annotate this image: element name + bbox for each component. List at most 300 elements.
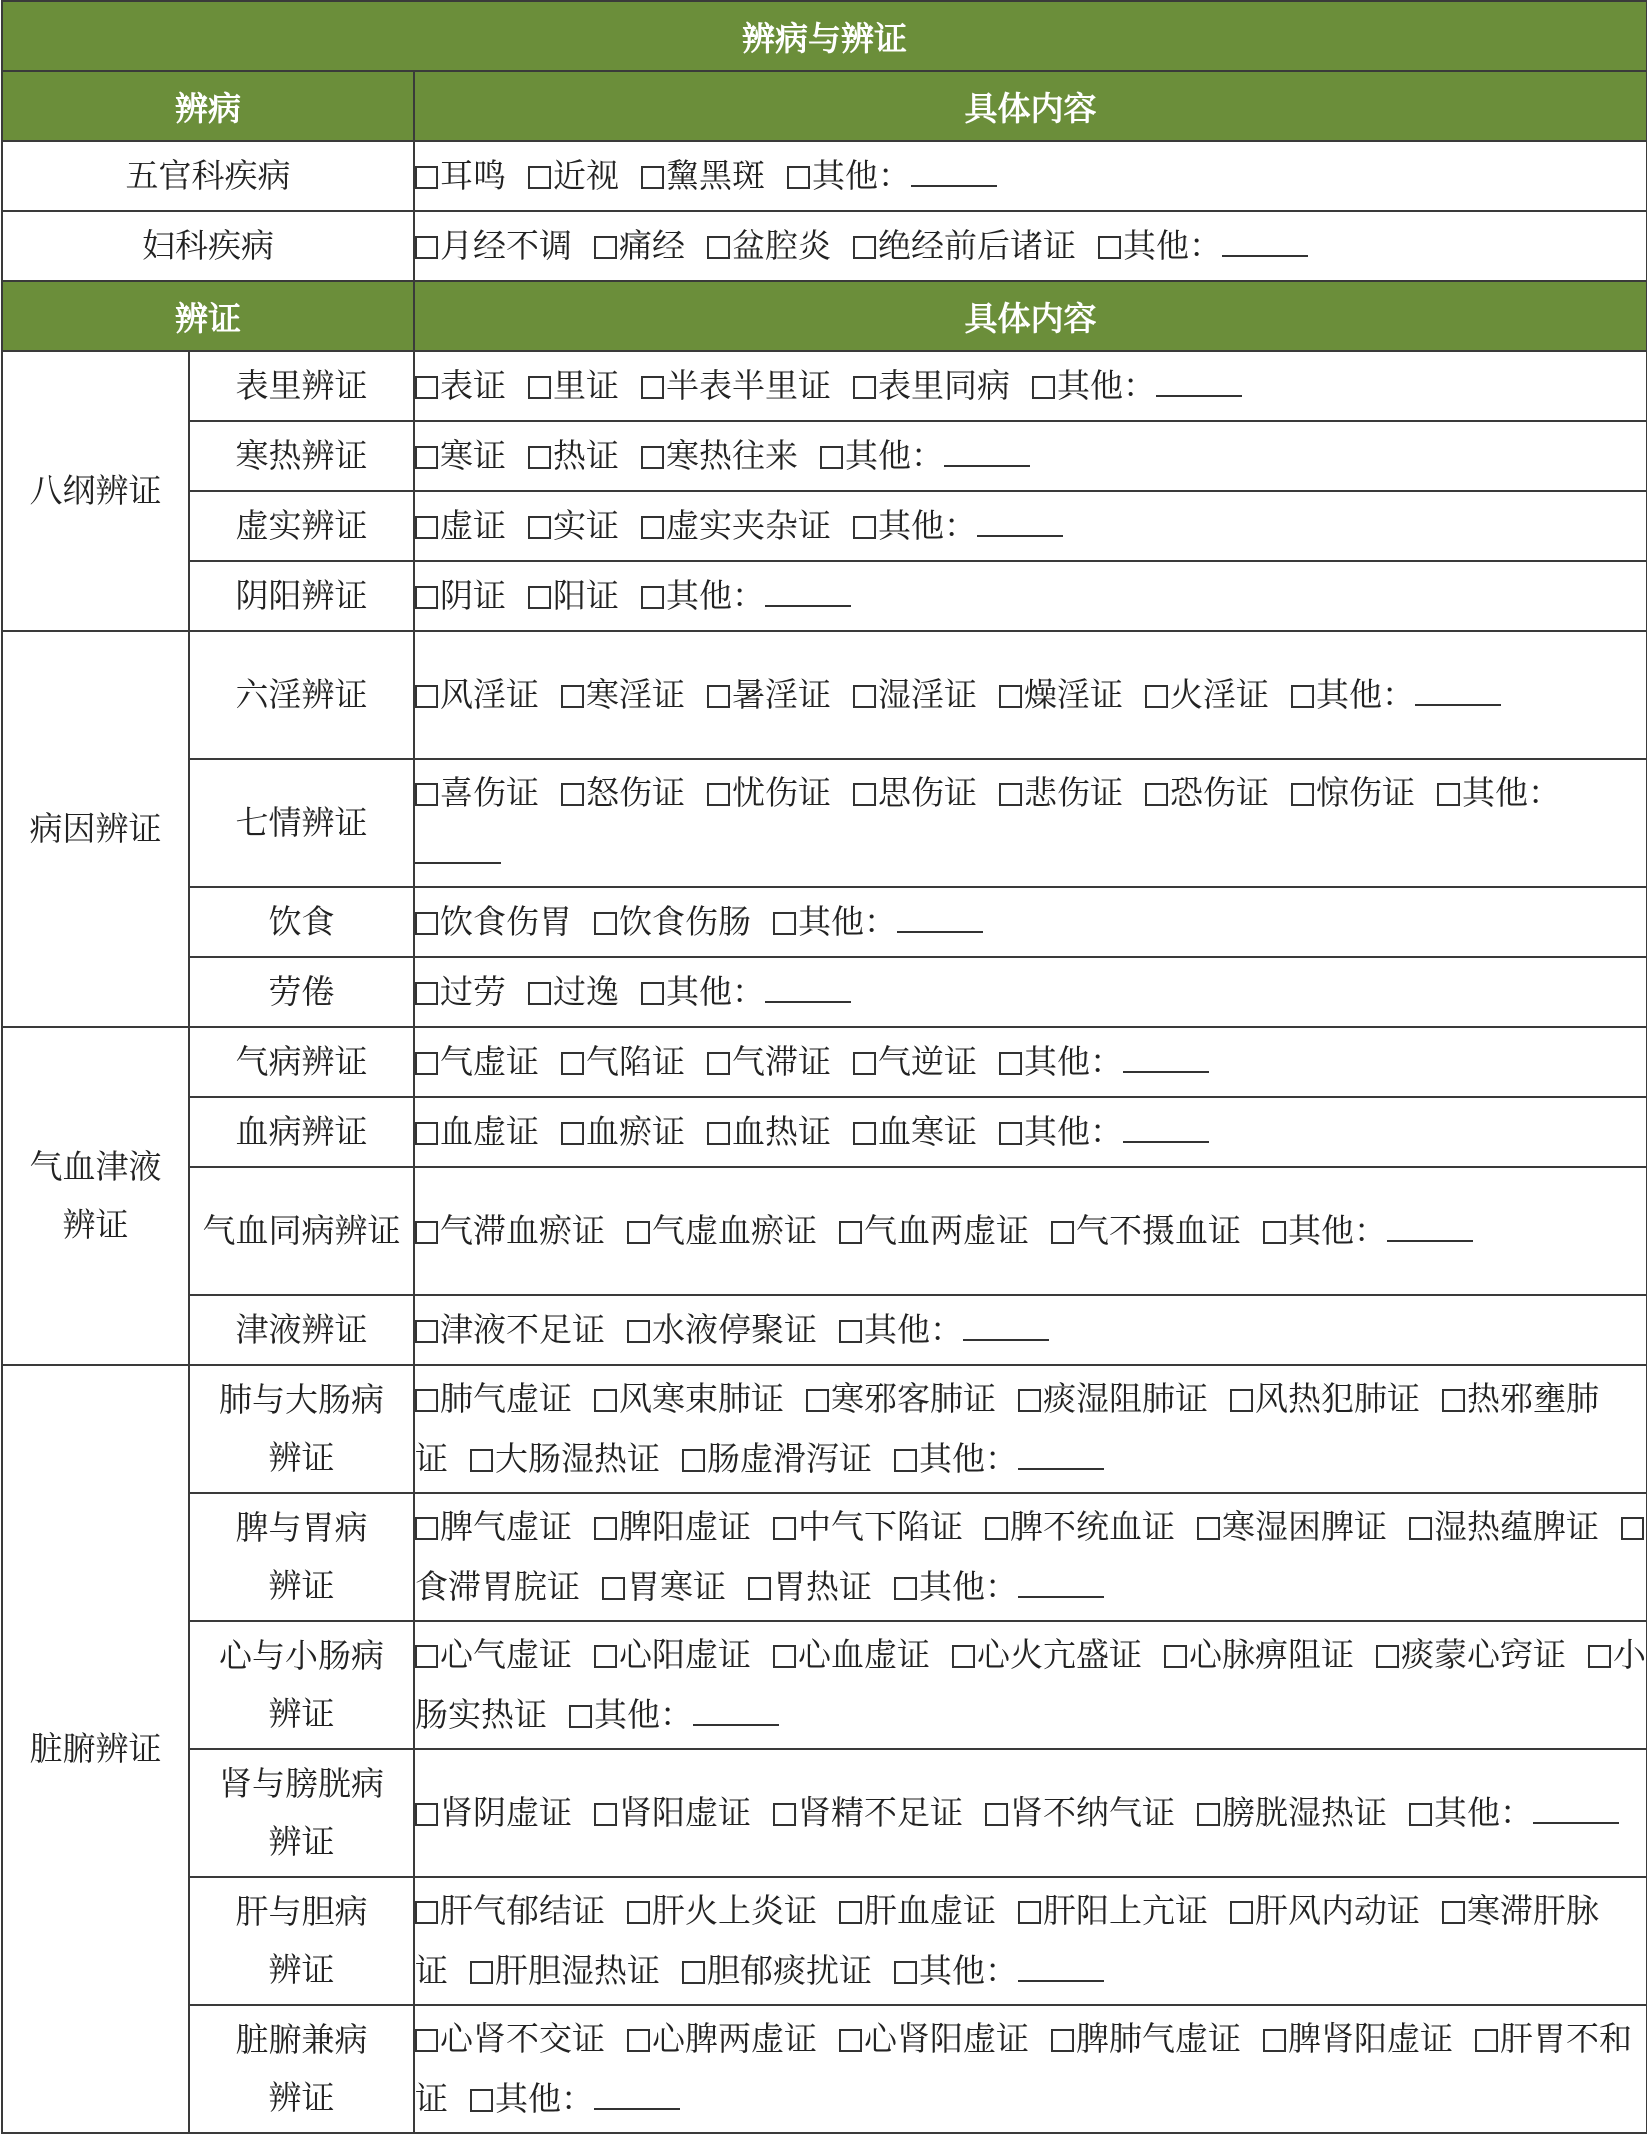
option-checkbox[interactable]: [985, 1517, 1008, 1540]
option-label: 肾不纳气证: [1010, 1793, 1175, 1832]
option-checkbox[interactable]: [528, 982, 551, 1005]
fill-in-blank[interactable]: [911, 185, 997, 187]
syndrome-options: [414, 351, 1647, 421]
fill-in-blank[interactable]: [1018, 1596, 1104, 1598]
option-label: 津液不足证: [440, 1310, 605, 1349]
option-checkbox[interactable]: [1018, 1901, 1041, 1924]
option-label: 湿热蕴脾证: [1434, 1507, 1599, 1546]
option-checkbox[interactable]: [415, 586, 438, 609]
option-checkbox[interactable]: [1263, 1221, 1286, 1244]
option-label: 其他：: [845, 436, 944, 475]
option-checkbox[interactable]: [594, 236, 617, 259]
syndrome-options: [414, 561, 1647, 631]
option-item: [999, 773, 1123, 812]
option-item: [839, 1211, 1029, 1250]
option-label: 火淫证: [1170, 675, 1269, 714]
option-item: [641, 972, 851, 1011]
option-checkbox[interactable]: [415, 1389, 438, 1412]
syndrome-row: [2, 421, 1647, 491]
option-checkbox[interactable]: [853, 236, 876, 259]
option-item: [641, 506, 831, 545]
option-checkbox[interactable]: [1291, 685, 1314, 708]
option-checkbox[interactable]: [415, 376, 438, 399]
option-checkbox[interactable]: [415, 236, 438, 259]
syndrome-subtype: 气血同病辨证: [189, 1167, 414, 1295]
syndrome-subtype: 劳倦: [189, 957, 414, 1027]
option-label: 寒证: [440, 436, 506, 475]
option-checkbox[interactable]: [1230, 1901, 1253, 1924]
option-checkbox[interactable]: [894, 1577, 917, 1600]
option-label: 实证: [553, 506, 619, 545]
syndrome-subtype: 血病辨证: [189, 1097, 414, 1167]
option-checkbox[interactable]: [999, 1122, 1022, 1145]
option-checkbox[interactable]: [999, 1052, 1022, 1075]
option-label: 阳证: [553, 576, 619, 615]
option-checkbox[interactable]: [839, 2029, 862, 2052]
option-checkbox[interactable]: [1098, 236, 1121, 259]
option-checkbox[interactable]: [594, 912, 617, 935]
option-label: 里证: [553, 366, 619, 405]
syndrome-options: [414, 759, 1647, 887]
syndrome-subtype: 阴阳辨证: [189, 561, 414, 631]
fill-in-blank[interactable]: [1018, 1468, 1104, 1470]
option-item: [470, 1951, 660, 1990]
option-item: [415, 902, 572, 941]
option-item: [682, 1951, 872, 1990]
syndrome-options: [414, 1167, 1647, 1295]
syndrome-subtype: 饮食: [189, 887, 414, 957]
option-item: [561, 1042, 685, 1081]
option-checkbox[interactable]: [594, 1803, 617, 1826]
option-item: [561, 1112, 685, 1151]
option-checkbox[interactable]: [707, 1052, 730, 1075]
option-checkbox[interactable]: [641, 376, 664, 399]
option-checkbox[interactable]: [853, 685, 876, 708]
option-item: [1409, 1507, 1599, 1546]
option-label: 喜伤证: [440, 773, 539, 812]
option-checkbox[interactable]: [641, 166, 664, 189]
option-label: 气虚血瘀证: [652, 1211, 817, 1250]
syndrome-options: [414, 1493, 1647, 1621]
option-item: [820, 436, 1030, 475]
option-item: [1145, 773, 1269, 812]
option-label: 怒伤证: [586, 773, 685, 812]
option-item: [707, 773, 831, 812]
option-checkbox[interactable]: [806, 1389, 829, 1412]
option-item: [627, 1891, 817, 1930]
option-label: 表证: [440, 366, 506, 405]
option-checkbox[interactable]: [561, 1052, 584, 1075]
syndrome-options: [414, 887, 1647, 957]
fill-in-blank[interactable]: [1123, 1071, 1209, 1073]
option-checkbox[interactable]: [682, 1449, 705, 1472]
option-checkbox[interactable]: [415, 783, 438, 806]
option-checkbox[interactable]: [415, 1803, 438, 1826]
fill-in-blank[interactable]: [765, 1001, 851, 1003]
fill-in-blank[interactable]: [1222, 255, 1308, 257]
option-item: [627, 1211, 817, 1250]
option-label: 思伤证: [878, 773, 977, 812]
syndrome-options: [414, 1365, 1647, 1493]
option-checkbox[interactable]: [707, 783, 730, 806]
option-checkbox[interactable]: [415, 1122, 438, 1145]
option-checkbox[interactable]: [641, 982, 664, 1005]
title-row: [2, 1, 1647, 71]
option-checkbox[interactable]: [641, 446, 664, 469]
option-item: [627, 1310, 817, 1349]
option-checkbox[interactable]: [1291, 783, 1314, 806]
fill-in-blank[interactable]: [765, 605, 851, 607]
option-item: [415, 226, 572, 265]
option-checkbox[interactable]: [528, 516, 551, 539]
option-checkbox[interactable]: [415, 516, 438, 539]
option-checkbox[interactable]: [528, 376, 551, 399]
option-checkbox[interactable]: [839, 1320, 862, 1343]
option-checkbox[interactable]: [773, 912, 796, 935]
option-label: 痰湿阻肺证: [1043, 1379, 1208, 1418]
option-checkbox[interactable]: [528, 446, 551, 469]
option-checkbox[interactable]: [1437, 783, 1460, 806]
option-item: [470, 1439, 660, 1478]
option-label: 风热犯肺证: [1255, 1379, 1420, 1418]
syndrome-rows: [2, 351, 1647, 2133]
option-checkbox[interactable]: [1588, 1645, 1611, 1668]
syndrome-subtype: 气病辨证: [189, 1027, 414, 1097]
fill-in-blank[interactable]: [1533, 1822, 1619, 1824]
option-checkbox[interactable]: [1197, 1517, 1220, 1540]
fill-in-blank[interactable]: [944, 465, 1030, 467]
option-label: 其他：: [1057, 366, 1156, 405]
option-item: [773, 1507, 963, 1546]
option-item: [839, 1310, 1049, 1349]
option-checkbox[interactable]: [853, 376, 876, 399]
option-item: [594, 1635, 751, 1674]
option-checkbox[interactable]: [627, 1901, 650, 1924]
option-label: 恐伤证: [1170, 773, 1269, 812]
option-label: 脾阳虚证: [619, 1507, 751, 1546]
option-checkbox[interactable]: [415, 1645, 438, 1668]
option-label: 胃热证: [773, 1567, 872, 1606]
option-checkbox[interactable]: [415, 2029, 438, 2052]
option-checkbox[interactable]: [839, 1221, 862, 1244]
option-checkbox[interactable]: [707, 685, 730, 708]
option-label: 热邪壅肺证: [415, 1379, 1599, 1478]
option-label: 肝胆湿热证: [495, 1951, 660, 1990]
option-item: [853, 773, 977, 812]
option-label: 其他：: [1024, 1042, 1123, 1081]
option-checkbox[interactable]: [528, 166, 551, 189]
option-item: [999, 675, 1123, 714]
option-checkbox[interactable]: [627, 2029, 650, 2052]
option-checkbox[interactable]: [1051, 2029, 1074, 2052]
option-checkbox[interactable]: [415, 1901, 438, 1924]
syndrome-category: 病因辨证: [2, 631, 189, 1027]
option-label: 心肾不交证: [440, 2019, 605, 2058]
option-label: 暑淫证: [732, 675, 831, 714]
syndrome-subtype: 六淫辨证: [189, 631, 414, 759]
option-checkbox[interactable]: [1051, 1221, 1074, 1244]
option-item: [569, 1695, 779, 1734]
option-label: 血热证: [732, 1112, 831, 1151]
option-checkbox[interactable]: [528, 586, 551, 609]
option-label: 大肠湿热证: [495, 1439, 660, 1478]
syndrome-row: [2, 1493, 1647, 1621]
option-label: 寒热往来: [666, 436, 798, 475]
option-checkbox[interactable]: [1442, 1901, 1465, 1924]
option-item: [1291, 773, 1415, 812]
option-label: 肾阴虚证: [440, 1793, 572, 1832]
option-label: 寒湿困脾证: [1222, 1507, 1387, 1546]
syndrome-category: 脏腑辨证: [2, 1365, 189, 2133]
fill-in-blank[interactable]: [1156, 395, 1242, 397]
option-item: [528, 576, 619, 615]
option-item: [853, 506, 1063, 545]
option-item: [1051, 1211, 1241, 1250]
option-checkbox[interactable]: [561, 685, 584, 708]
option-label: 肝火上炎证: [652, 1891, 817, 1930]
option-checkbox[interactable]: [1376, 1645, 1399, 1668]
syndrome-options: [414, 2005, 1647, 2133]
disease-rows: [2, 141, 1647, 281]
option-checkbox[interactable]: [1164, 1645, 1187, 1668]
option-checkbox[interactable]: [594, 1389, 617, 1412]
option-checkbox[interactable]: [415, 1052, 438, 1075]
option-item: [853, 226, 1076, 265]
option-item: [415, 576, 506, 615]
fill-in-blank[interactable]: [1123, 1141, 1209, 1143]
option-checkbox[interactable]: [561, 1122, 584, 1145]
option-item: [470, 2079, 680, 2118]
option-label: 近视: [553, 156, 619, 195]
option-item: [707, 675, 831, 714]
syndrome-options: [414, 1295, 1647, 1365]
option-checkbox[interactable]: [415, 446, 438, 469]
option-item: [641, 436, 798, 475]
option-item: [415, 675, 539, 714]
option-label: 血瘀证: [586, 1112, 685, 1151]
option-checkbox[interactable]: [415, 912, 438, 935]
option-checkbox[interactable]: [820, 446, 843, 469]
option-checkbox[interactable]: [1145, 685, 1168, 708]
syndrome-subtype: 心与小肠病 辨证: [189, 1621, 414, 1749]
option-checkbox[interactable]: [773, 1645, 796, 1668]
option-checkbox[interactable]: [415, 982, 438, 1005]
option-label: 气不摄血证: [1076, 1211, 1241, 1250]
option-checkbox[interactable]: [707, 236, 730, 259]
option-checkbox[interactable]: [839, 1901, 862, 1924]
option-label: 水液停聚证: [652, 1310, 817, 1349]
fill-in-blank[interactable]: [977, 535, 1063, 537]
option-label: 湿淫证: [878, 675, 977, 714]
option-checkbox[interactable]: [415, 685, 438, 708]
option-item: [415, 1112, 539, 1151]
option-checkbox[interactable]: [1442, 1389, 1465, 1412]
option-item: [594, 1379, 784, 1418]
option-item: [415, 366, 506, 405]
option-label: 黧黑斑: [666, 156, 765, 195]
option-checkbox[interactable]: [415, 1221, 438, 1244]
option-checkbox[interactable]: [952, 1645, 975, 1668]
syndrome-subtype: 虚实辨证: [189, 491, 414, 561]
option-label: 其他：: [666, 972, 765, 1011]
syndrome-row: [2, 1167, 1647, 1295]
option-checkbox[interactable]: [748, 1577, 771, 1600]
fill-in-blank[interactable]: [963, 1339, 1049, 1341]
syndrome-row: [2, 1027, 1647, 1097]
option-item: [894, 1567, 1104, 1606]
syndrome-options: [414, 421, 1647, 491]
option-label: 绝经前后诸证: [878, 226, 1076, 265]
option-item: [773, 902, 983, 941]
option-item: [415, 506, 506, 545]
option-item: [415, 1507, 572, 1546]
option-checkbox[interactable]: [894, 1961, 917, 1984]
syndrome-category: 气血津液 辨证: [2, 1027, 189, 1365]
option-checkbox[interactable]: [1409, 1803, 1432, 1826]
option-checkbox[interactable]: [1145, 783, 1168, 806]
diagnosis-table: [1, 0, 1647, 2134]
fill-in-blank[interactable]: [415, 862, 501, 864]
option-checkbox[interactable]: [470, 1961, 493, 1984]
option-checkbox[interactable]: [594, 1517, 617, 1540]
syndrome-row: [2, 491, 1647, 561]
option-checkbox[interactable]: [641, 516, 664, 539]
option-label: 小肠实热证: [415, 1635, 1646, 1734]
option-label: 其他：: [1316, 675, 1415, 714]
option-item: [528, 972, 619, 1011]
option-checkbox[interactable]: [415, 166, 438, 189]
option-item: [1018, 1891, 1208, 1930]
option-item: [894, 1951, 1104, 1990]
option-checkbox[interactable]: [853, 1122, 876, 1145]
option-checkbox[interactable]: [707, 1122, 730, 1145]
fill-in-blank[interactable]: [897, 931, 983, 933]
option-checkbox[interactable]: [1197, 1803, 1220, 1826]
option-checkbox[interactable]: [594, 1645, 617, 1668]
option-item: [1230, 1379, 1420, 1418]
option-checkbox[interactable]: [853, 1052, 876, 1075]
option-checkbox[interactable]: [561, 783, 584, 806]
option-item: [528, 156, 619, 195]
fill-in-blank[interactable]: [594, 2108, 680, 2110]
option-checkbox[interactable]: [415, 1517, 438, 1540]
option-label: 痛经: [619, 226, 685, 265]
option-checkbox[interactable]: [787, 166, 810, 189]
option-checkbox[interactable]: [627, 1320, 650, 1343]
option-checkbox[interactable]: [1263, 2029, 1286, 2052]
option-item: [1032, 366, 1242, 405]
option-checkbox[interactable]: [1409, 1517, 1432, 1540]
syndrome-row: [2, 957, 1647, 1027]
option-item: [748, 1567, 872, 1606]
option-item: [1230, 1891, 1420, 1930]
syndrome-subtype: 脏腑兼病 辨证: [189, 2005, 414, 2133]
option-label: 中气下陷证: [798, 1507, 963, 1546]
option-item: [1263, 2019, 1453, 2058]
option-item: [1263, 1211, 1473, 1250]
option-checkbox[interactable]: [415, 1320, 438, 1343]
option-item: [707, 1112, 831, 1151]
option-checkbox[interactable]: [1230, 1389, 1253, 1412]
option-checkbox[interactable]: [569, 1705, 592, 1728]
option-checkbox[interactable]: [773, 1517, 796, 1540]
fill-in-blank[interactable]: [693, 1724, 779, 1726]
option-checkbox[interactable]: [853, 783, 876, 806]
option-item: [773, 1635, 930, 1674]
option-checkbox[interactable]: [1621, 1517, 1644, 1540]
option-label: 悲伤证: [1024, 773, 1123, 812]
option-checkbox[interactable]: [1475, 2029, 1498, 2052]
option-item: [985, 1793, 1175, 1832]
option-label: 食滞胃脘证: [415, 1567, 580, 1606]
syndrome-options: [414, 1027, 1647, 1097]
fill-in-blank[interactable]: [1387, 1240, 1473, 1242]
option-checkbox[interactable]: [470, 1449, 493, 1472]
syndrome-row: [2, 1877, 1647, 2005]
option-item: [415, 1310, 605, 1349]
option-checkbox[interactable]: [470, 2089, 493, 2112]
option-checkbox[interactable]: [1018, 1389, 1041, 1412]
option-label: 其他：: [812, 156, 911, 195]
option-checkbox[interactable]: [773, 1803, 796, 1826]
option-checkbox[interactable]: [627, 1221, 650, 1244]
option-label: 虚证: [440, 506, 506, 545]
syndrome-options: [414, 1877, 1647, 2005]
option-checkbox[interactable]: [999, 783, 1022, 806]
option-item: [853, 1112, 977, 1151]
disease-row: [2, 211, 1647, 281]
option-label: 痰蒙心窍证: [1401, 1635, 1566, 1674]
option-item: [415, 1635, 572, 1674]
syndrome-header-label: 辨证: [2, 281, 414, 351]
option-label: 肝血虚证: [864, 1891, 996, 1930]
disease-header-label: 辨病: [2, 71, 414, 141]
option-item: [528, 436, 619, 475]
option-item: [1291, 675, 1501, 714]
option-label: 寒淫证: [586, 675, 685, 714]
option-checkbox[interactable]: [999, 685, 1022, 708]
option-checkbox[interactable]: [1032, 376, 1055, 399]
option-item: [1409, 1793, 1619, 1832]
syndrome-subtype: 表里辨证: [189, 351, 414, 421]
option-item: [839, 2019, 1029, 2058]
option-checkbox[interactable]: [894, 1449, 917, 1472]
option-label: 其他：: [594, 1695, 693, 1734]
syndrome-row: [2, 2005, 1647, 2133]
option-item: [627, 2019, 817, 2058]
option-checkbox[interactable]: [602, 1577, 625, 1600]
option-label: 肠虚滑泻证: [707, 1439, 872, 1478]
option-label: 风寒束肺证: [619, 1379, 784, 1418]
option-label: 肝气郁结证: [440, 1891, 605, 1930]
option-checkbox[interactable]: [853, 516, 876, 539]
disease-name: 妇科疾病: [2, 211, 414, 281]
syndrome-row: [2, 1365, 1647, 1493]
option-label: 饮食伤胃: [440, 902, 572, 941]
option-item: [787, 156, 997, 195]
option-checkbox[interactable]: [641, 586, 664, 609]
disease-options: [414, 141, 1647, 211]
fill-in-blank[interactable]: [1018, 1980, 1104, 1982]
option-item: [853, 1042, 977, 1081]
option-checkbox[interactable]: [985, 1803, 1008, 1826]
option-label: 阴证: [440, 576, 506, 615]
option-label: 燥淫证: [1024, 675, 1123, 714]
option-label: 肝阳上亢证: [1043, 1891, 1208, 1930]
option-label: 其他：: [495, 2079, 594, 2118]
option-checkbox[interactable]: [682, 1961, 705, 1984]
fill-in-blank[interactable]: [1415, 704, 1501, 706]
